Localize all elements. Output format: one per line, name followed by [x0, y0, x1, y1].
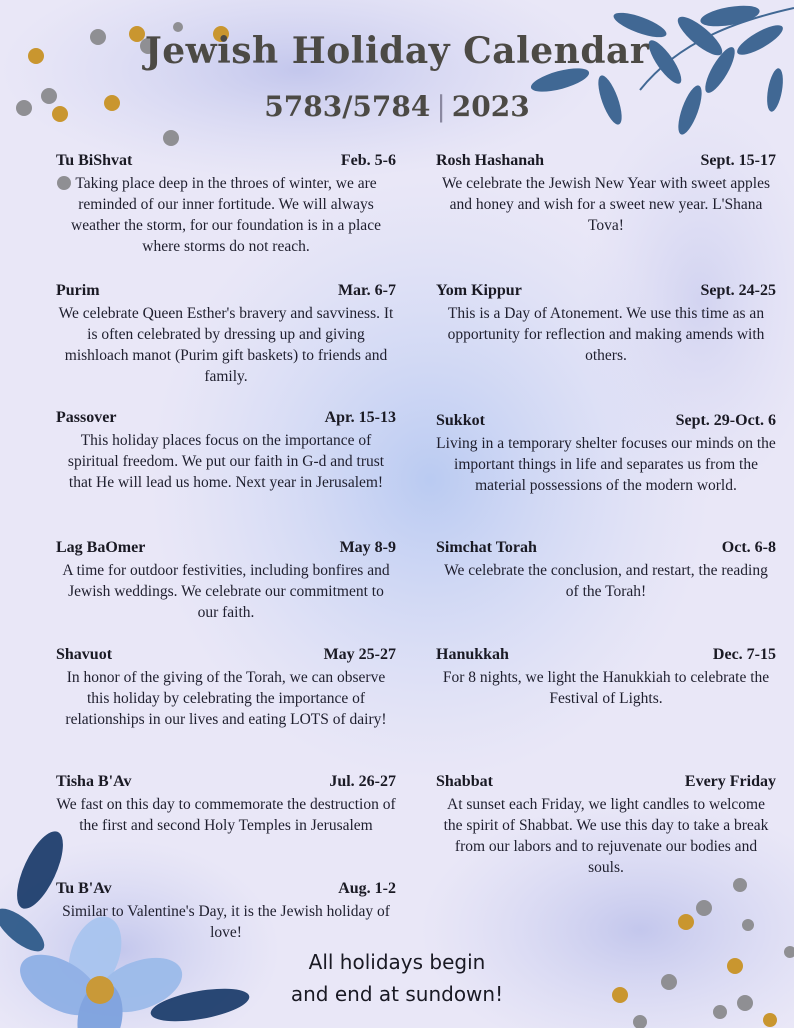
holiday-date: Every Friday: [684, 773, 776, 790]
holiday-description: Taking place deep in the throes of winter, we are reminded of our inner fortitude. We will always weather the storm, for our foundation is in a place where storms do not reach.: [71, 175, 381, 255]
holiday-name: Purim: [56, 282, 100, 299]
holiday-entry-yom-kippur: [436, 282, 776, 366]
holiday-entry-shavuot: [56, 646, 396, 730]
holiday-name: Shavuot: [56, 646, 113, 663]
holiday-entry-tu-bishvat: [56, 152, 396, 257]
holiday-name: Yom Kippur: [436, 282, 522, 299]
holiday-description: We celebrate the conclusion, and restart, the reading of the Torah!: [444, 562, 768, 600]
holiday-name: Lag BaOmer: [56, 539, 146, 556]
holiday-entry-rosh-hashanah: [436, 152, 776, 236]
holiday-name: Passover: [56, 409, 117, 426]
holiday-name: Hanukkah: [436, 646, 509, 663]
holiday-name: Rosh Hashanah: [436, 152, 545, 169]
holiday-entry-hanukkah: [436, 646, 776, 709]
gregorian-year: 2023: [451, 90, 530, 123]
holiday-date: Feb. 5-6: [340, 152, 396, 169]
holiday-description: For 8 nights, we light the Hanukkiah to celebrate the Festival of Lights.: [442, 669, 770, 707]
holiday-description: This holiday places focus on the importance of spiritual freedom. We put our faith in G-d and trust that He will lead us home. Next year in Jerusalem!: [67, 432, 385, 491]
holiday-description: This is a Day of Atonement. We use this time as an opportunity for reflection and making amends with others.: [447, 305, 765, 364]
holiday-date: Sept. 29-Oct. 6: [675, 412, 776, 429]
divider: |: [436, 90, 446, 123]
holiday-description: At sunset each Friday, we light candles to welcome the spirit of Shabbat. We use this day to take a break from our labors and to rejuvenate our bodies and souls.: [443, 796, 769, 876]
holiday-name: Shabbat: [436, 773, 493, 790]
holiday-date: Sept. 15-17: [700, 152, 776, 169]
holiday-description: Similar to Valentine's Day, it is the Jewish holiday of love!: [62, 903, 390, 941]
page-title: Jewish Holiday Calendar: [144, 30, 650, 72]
holiday-description: In honor of the giving of the Torah, we can observe this holiday by celebrating the importance of relationships in our lives and eating LOTS of dairy!: [65, 669, 387, 728]
holiday-entry-sukkot: [436, 412, 776, 496]
holiday-entry-tisha-bav: [56, 773, 396, 836]
holiday-entry-simchat-torah: [436, 539, 776, 602]
holiday-date: Apr. 15-13: [324, 409, 396, 426]
holiday-date: Jul. 26-27: [329, 773, 396, 790]
footer-line-2: and end at sundown!: [290, 982, 504, 1006]
holiday-date: Sept. 24-25: [700, 282, 776, 299]
holiday-entry-passover: [56, 409, 396, 493]
holiday-name: Tu BiShvat: [56, 152, 133, 169]
footer-line-1: All holidays begin: [308, 950, 486, 974]
holiday-date: Mar. 6-7: [337, 282, 396, 299]
holiday-description: We celebrate the Jewish New Year with sweet apples and honey and wish for a sweet new year. L'Shana Tova!: [441, 175, 771, 234]
holiday-name: Sukkot: [436, 412, 485, 429]
holiday-date: May 25-27: [323, 646, 396, 663]
holiday-date: Oct. 6-8: [721, 539, 776, 556]
holiday-entry-shabbat: [436, 773, 776, 878]
holiday-entry-purim: [56, 282, 396, 387]
hebrew-year: 5783/5784: [264, 90, 431, 123]
page-subtitle: [0, 90, 794, 123]
holiday-name: Simchat Torah: [436, 539, 537, 556]
holiday-description: We fast on this day to commemorate the destruction of the first and second Holy Temples in Jerusalem: [56, 796, 396, 834]
holiday-description: A time for outdoor festivities, including bonfires and Jewish weddings. We celebrate our commitment to our faith.: [62, 562, 390, 621]
holiday-description: We celebrate Queen Esther's bravery and savviness. It is often celebrated by dressing up and giving mishloach manot (Purim gift baskets) to friends and family.: [58, 305, 394, 385]
holiday-description: Living in a temporary shelter focuses our minds on the important things in life and separates us from the material possessions of the modern world.: [436, 435, 776, 494]
footer-note: [230, 946, 564, 1010]
holiday-entry-lag-baomer: [56, 539, 396, 623]
holiday-entry-tu-bav: [56, 880, 396, 943]
holiday-name: Tu B'Av: [56, 880, 112, 897]
holiday-date: Dec. 7-15: [712, 646, 776, 663]
holiday-date: May 8-9: [339, 539, 396, 556]
holiday-date: Aug. 1-2: [338, 880, 396, 897]
holiday-name: Tisha B'Av: [56, 773, 132, 790]
